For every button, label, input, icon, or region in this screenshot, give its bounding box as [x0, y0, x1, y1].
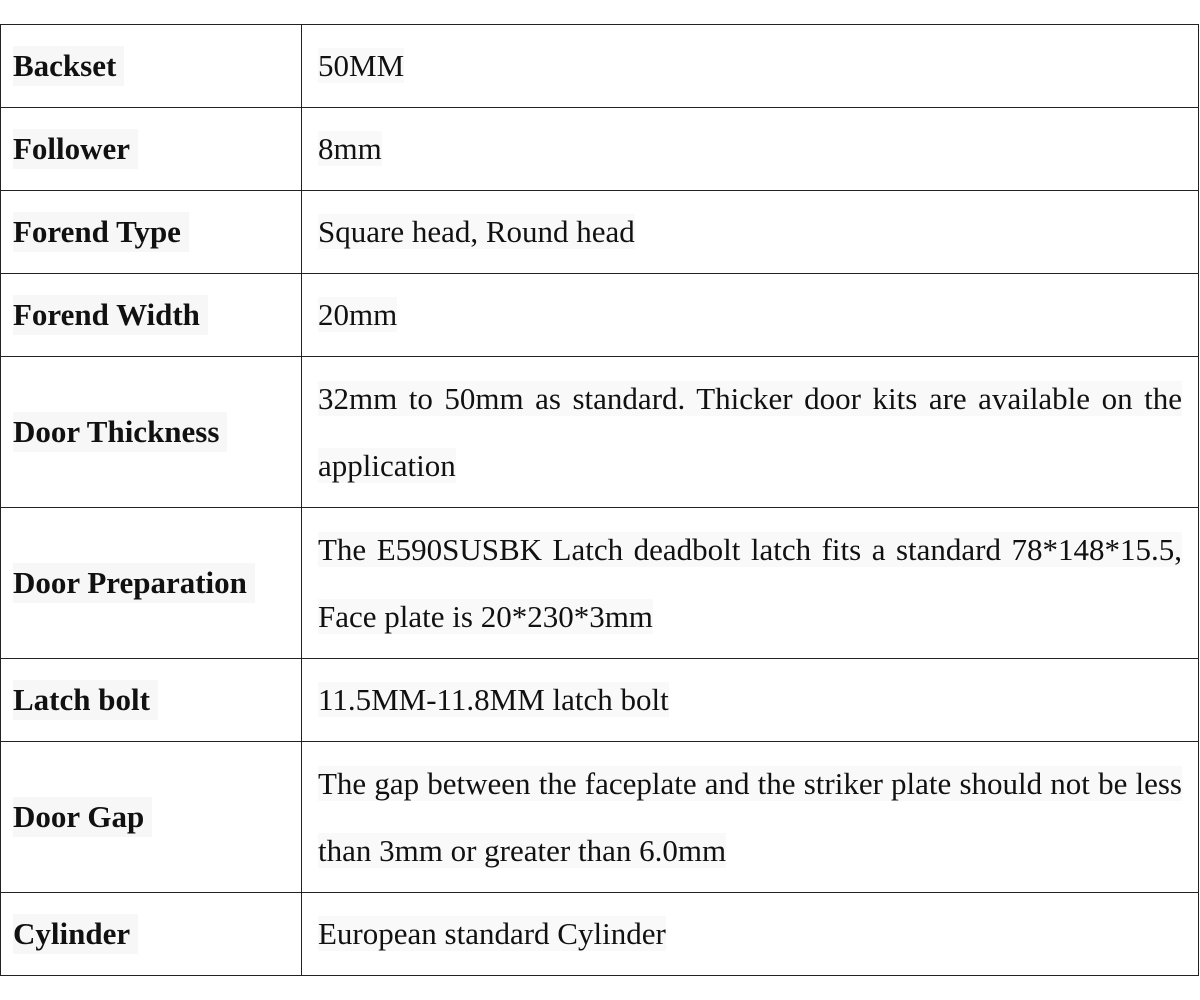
spec-label-cell — [1, 508, 302, 659]
spec-value-cell — [302, 659, 1199, 742]
spec-value-cell — [302, 274, 1199, 357]
spec-row-door-gap — [1, 742, 1199, 893]
spec-value-cell — [302, 25, 1199, 108]
spec-row-door-thickness — [1, 357, 1199, 508]
spec-row-backset — [1, 25, 1199, 108]
spec-value: The E590SUSBK Latch deadbolt latch fits a standard 78*148*15.5, Face plate is 20*230*3mm — [318, 532, 1182, 634]
spec-value-cell — [302, 742, 1199, 893]
spec-label-cell — [1, 25, 302, 108]
spec-value: European standard Cylinder — [318, 916, 666, 951]
spec-value-cell — [302, 108, 1199, 191]
spec-label-cell — [1, 742, 302, 893]
spec-value-cell — [302, 357, 1199, 508]
spec-value: 50MM — [318, 48, 405, 83]
spec-label-cell — [1, 357, 302, 508]
spec-label: Forend Width — [13, 295, 208, 335]
spec-value-cell — [302, 893, 1199, 976]
spec-label: Door Preparation — [13, 563, 255, 603]
spec-label: Cylinder — [13, 914, 138, 954]
spec-table — [0, 24, 1199, 976]
spec-row-follower — [1, 108, 1199, 191]
spec-row-forend-type — [1, 191, 1199, 274]
spec-label: Forend Type — [13, 212, 189, 252]
spec-label: Follower — [13, 129, 138, 169]
spec-value: Square head, Round head — [318, 214, 635, 249]
spec-value: 11.5MM-11.8MM latch bolt — [318, 682, 669, 717]
spec-label-cell — [1, 191, 302, 274]
spec-row-forend-width — [1, 274, 1199, 357]
spec-label: Backset — [13, 46, 124, 86]
spec-value: 8mm — [318, 131, 382, 166]
spec-row-latch-bolt — [1, 659, 1199, 742]
spec-label: Latch bolt — [13, 680, 158, 720]
spec-label: Door Thickness — [13, 412, 227, 452]
spec-label-cell — [1, 274, 302, 357]
spec-label-cell — [1, 108, 302, 191]
spec-row-door-preparation — [1, 508, 1199, 659]
spec-value-cell — [302, 508, 1199, 659]
spec-value: The gap between the faceplate and the striker plate should not be less than 3mm or greater than 6.0mm — [318, 766, 1182, 868]
spec-value-cell — [302, 191, 1199, 274]
spec-label: Door Gap — [13, 797, 152, 837]
spec-value: 20mm — [318, 297, 398, 332]
spec-value: 32mm to 50mm as standard. Thicker door kits are available on the application — [318, 381, 1182, 483]
spec-label-cell — [1, 659, 302, 742]
spec-row-cylinder — [1, 893, 1199, 976]
spec-label-cell — [1, 893, 302, 976]
